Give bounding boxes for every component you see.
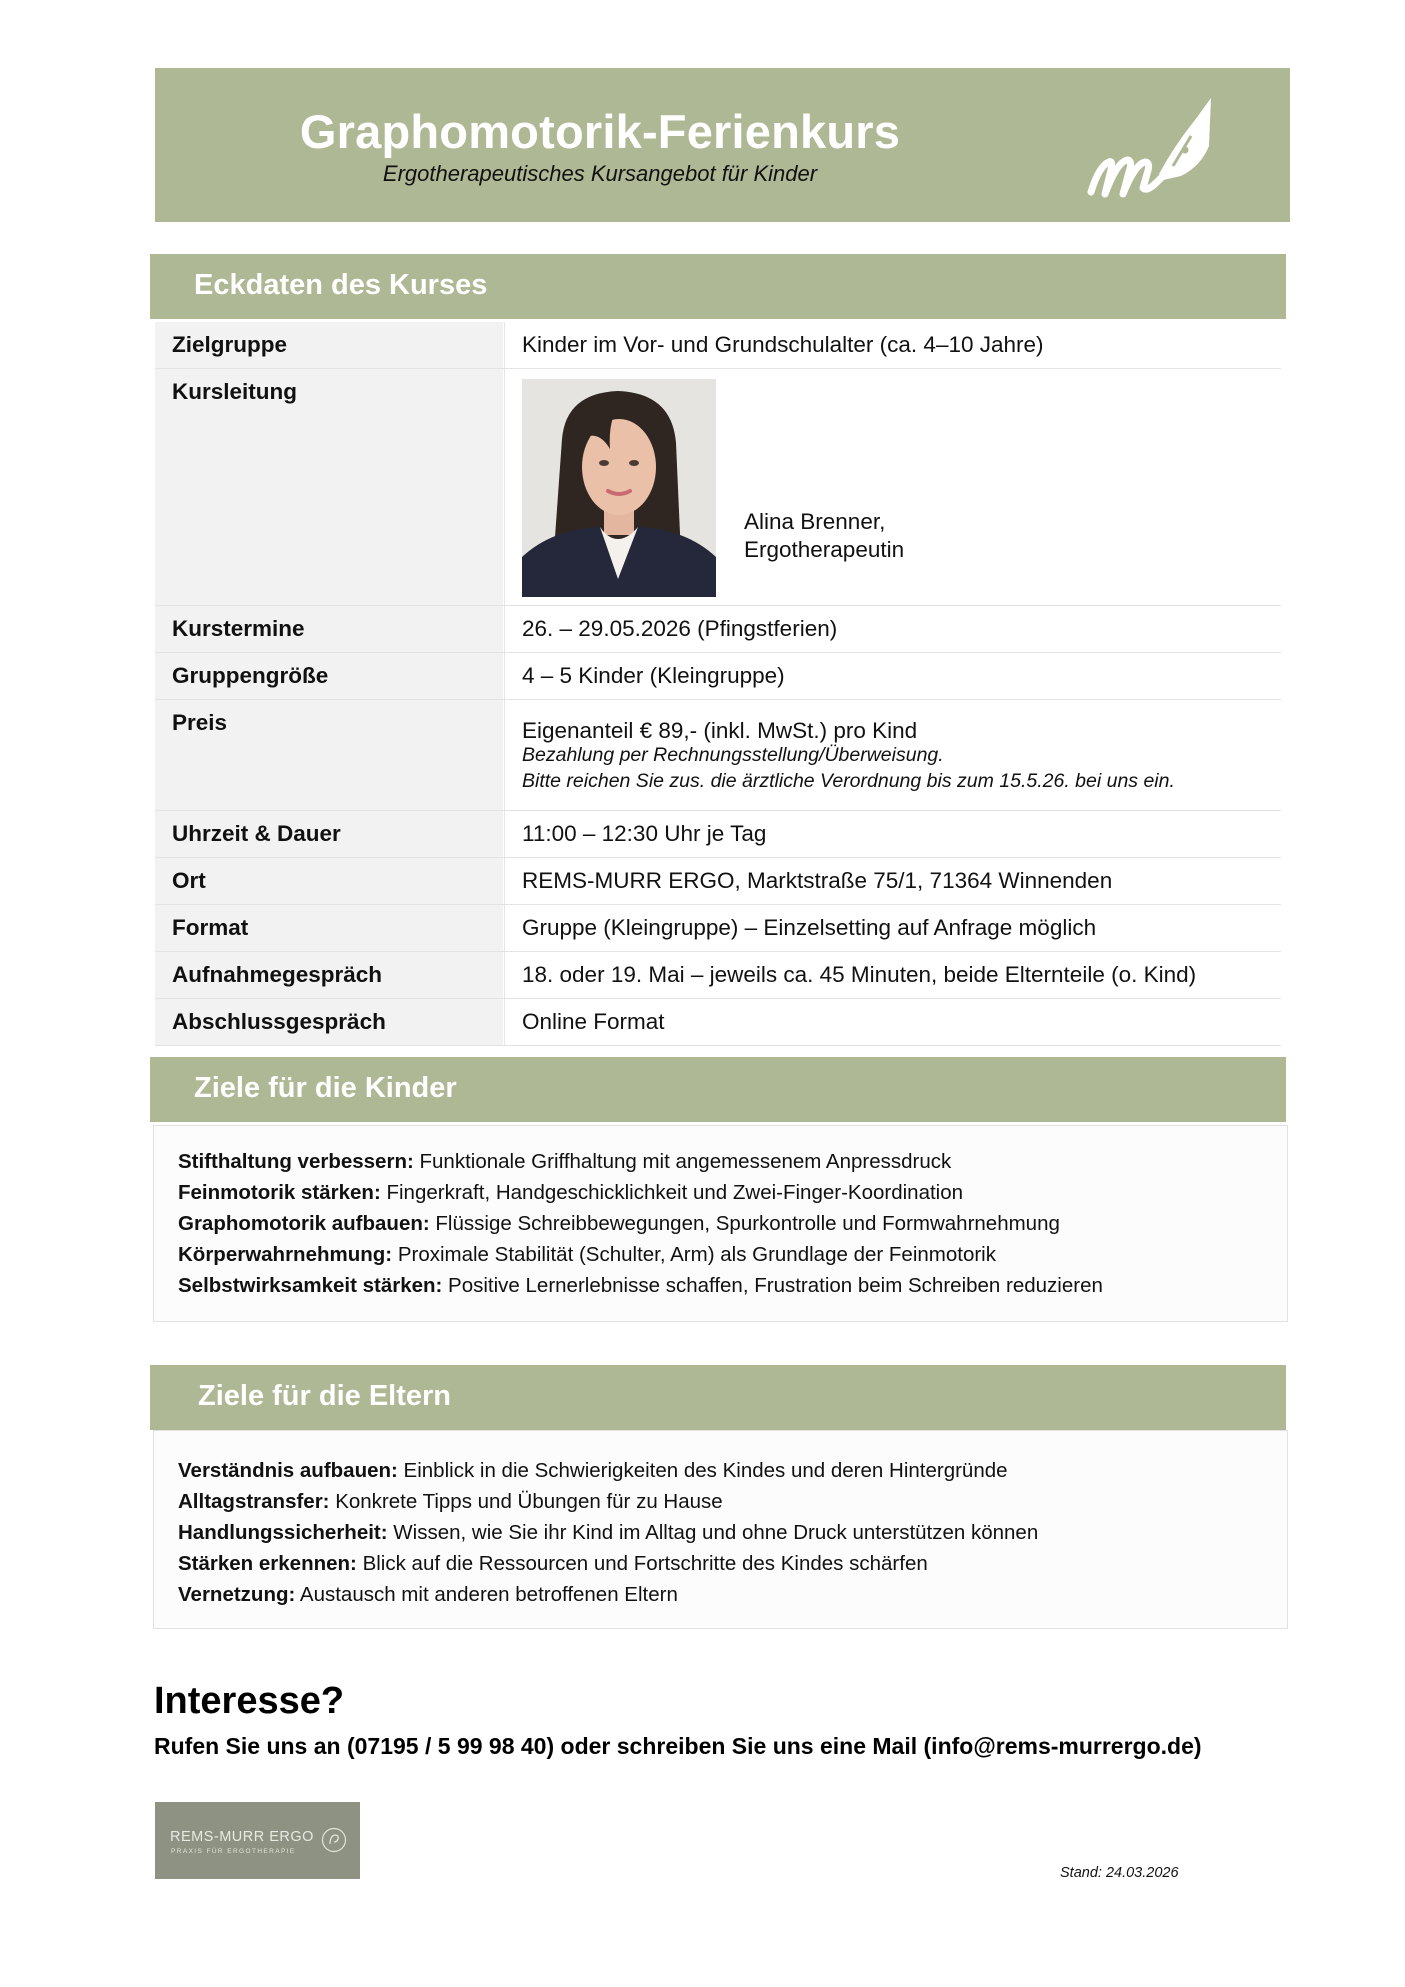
row-label: Kurstermine: [172, 616, 305, 641]
payment-note: Bezahlung per Rechnungsstellung/Überweisung.: [522, 744, 944, 766]
list-item: Alltagstransfer: Konkrete Tipps und Übungen für zu Hause: [178, 1490, 723, 1513]
row-label: Uhrzeit & Dauer: [172, 821, 341, 846]
list-item: Handlungssicherheit: Wissen, wie Sie ihr Kind im Alltag und ohne Druck unterstützen können: [178, 1521, 1039, 1544]
revision-date: Stand: 24.03.2026: [1060, 1865, 1179, 1881]
table-row: [155, 952, 1281, 999]
section-header-kinder: [150, 1057, 1286, 1122]
row-label: Aufnahmegespräch: [172, 962, 383, 987]
eltern-goals-box: [153, 1430, 1288, 1629]
logo-tagline: PRAXIS FÜR ERGOTHERAPIE: [171, 1848, 296, 1855]
header-banner: [155, 68, 1290, 222]
row-value: REMS-MURR ERGO, Marktstraße 75/1, 71364 Winnenden: [522, 868, 1113, 893]
list-item: Feinmotorik stärken: Fingerkraft, Handgeschicklichkeit und Zwei-Finger-Koordination: [178, 1181, 964, 1204]
row-value: Eigenanteil € 89,- (inkl. MwSt.) pro Kind: [522, 718, 918, 743]
table-row: [155, 653, 1281, 700]
list-item: Stifthaltung verbessern: Funktionale Griffhaltung mit angemessenem Anpressdruck: [178, 1150, 952, 1173]
row-label: Abschlussgespräch: [172, 1009, 386, 1034]
row-label: Format: [172, 915, 249, 940]
row-value: 4 – 5 Kinder (Kleingruppe): [522, 663, 785, 688]
table-row: [155, 905, 1281, 952]
interest-heading: Interesse?: [154, 1680, 345, 1722]
instructor-role: Ergotherapeutin: [744, 537, 905, 562]
section-header-eltern: [150, 1365, 1286, 1430]
logo-mark-icon: [321, 1827, 347, 1853]
row-label: Gruppengröße: [172, 663, 329, 688]
section-header-eckdaten: [150, 254, 1286, 319]
list-item: Stärken erkennen: Blick auf die Ressourcen und Fortschritte des Kindes schärfen: [178, 1552, 928, 1575]
kinder-goals-box: [153, 1125, 1288, 1322]
row-value: 26. – 29.05.2026 (Pfingstferien): [522, 616, 838, 641]
section-title: Eckdaten des Kurses: [194, 269, 488, 301]
row-label: Ort: [172, 868, 206, 893]
row-value: Online Format: [522, 1009, 665, 1034]
instructor-photo: [522, 379, 716, 597]
row-value: Kinder im Vor- und Grundschulalter (ca. 4–10 Jahre): [522, 332, 1044, 357]
prescription-note: Bitte reichen Sie zus. die ärztliche Verordnung bis zum 15.5.26. bei uns ein.: [522, 770, 1175, 792]
logo-name: REMS-MURR ERGO: [170, 1829, 314, 1845]
table-row: [155, 606, 1281, 653]
table-row: [155, 322, 1281, 369]
fountain-pen-signature-icon: [1085, 96, 1215, 206]
row-label: Kursleitung: [172, 379, 298, 404]
list-item: Vernetzung: Austausch mit anderen betroffenen Eltern: [178, 1583, 678, 1606]
list-item: Selbstwirksamkeit stärken: Positive Lernerlebnisse schaffen, Frustration beim Schreiben reduzieren: [178, 1274, 1103, 1297]
row-label: Zielgruppe: [172, 332, 288, 357]
list-item: Graphomotorik aufbauen: Flüssige Schreibbewegungen, Spurkontrolle und Formwahrnehmung: [178, 1212, 1060, 1235]
contact-line: Rufen Sie uns an (07195 / 5 99 98 40) oder schreiben Sie uns eine Mail (info@rems-murrergo.de): [154, 1733, 1202, 1759]
row-value: 11:00 – 12:30 Uhr je Tag: [522, 821, 767, 846]
table-row: [155, 700, 1281, 811]
section-title: Ziele für die Kinder: [194, 1072, 457, 1104]
table-row: [155, 369, 1281, 606]
practice-logo: [155, 1802, 360, 1879]
table-row: [155, 999, 1281, 1046]
section-title: Ziele für die Eltern: [198, 1380, 451, 1412]
page-subtitle: Ergotherapeutisches Kursangebot für Kinder: [382, 161, 818, 186]
row-value: Gruppe (Kleingruppe) – Einzelsetting auf Anfrage möglich: [522, 915, 1097, 940]
list-item: Körperwahrnehmung: Proximale Stabilität (Schulter, Arm) als Grundlage der Feinmotorik: [178, 1243, 996, 1266]
instructor-name: Alina Brenner,: [744, 509, 886, 534]
table-row: [155, 811, 1281, 858]
table-row: [155, 858, 1281, 905]
row-value: 18. oder 19. Mai – jeweils ca. 45 Minuten, beide Elternteile (o. Kind): [522, 962, 1197, 987]
page-title: Graphomotorik-Ferienkurs: [299, 105, 901, 158]
row-label: Preis: [172, 710, 228, 735]
list-item: Verständnis aufbauen: Einblick in die Schwierigkeiten des Kindes und deren Hintergründe: [178, 1459, 1008, 1482]
